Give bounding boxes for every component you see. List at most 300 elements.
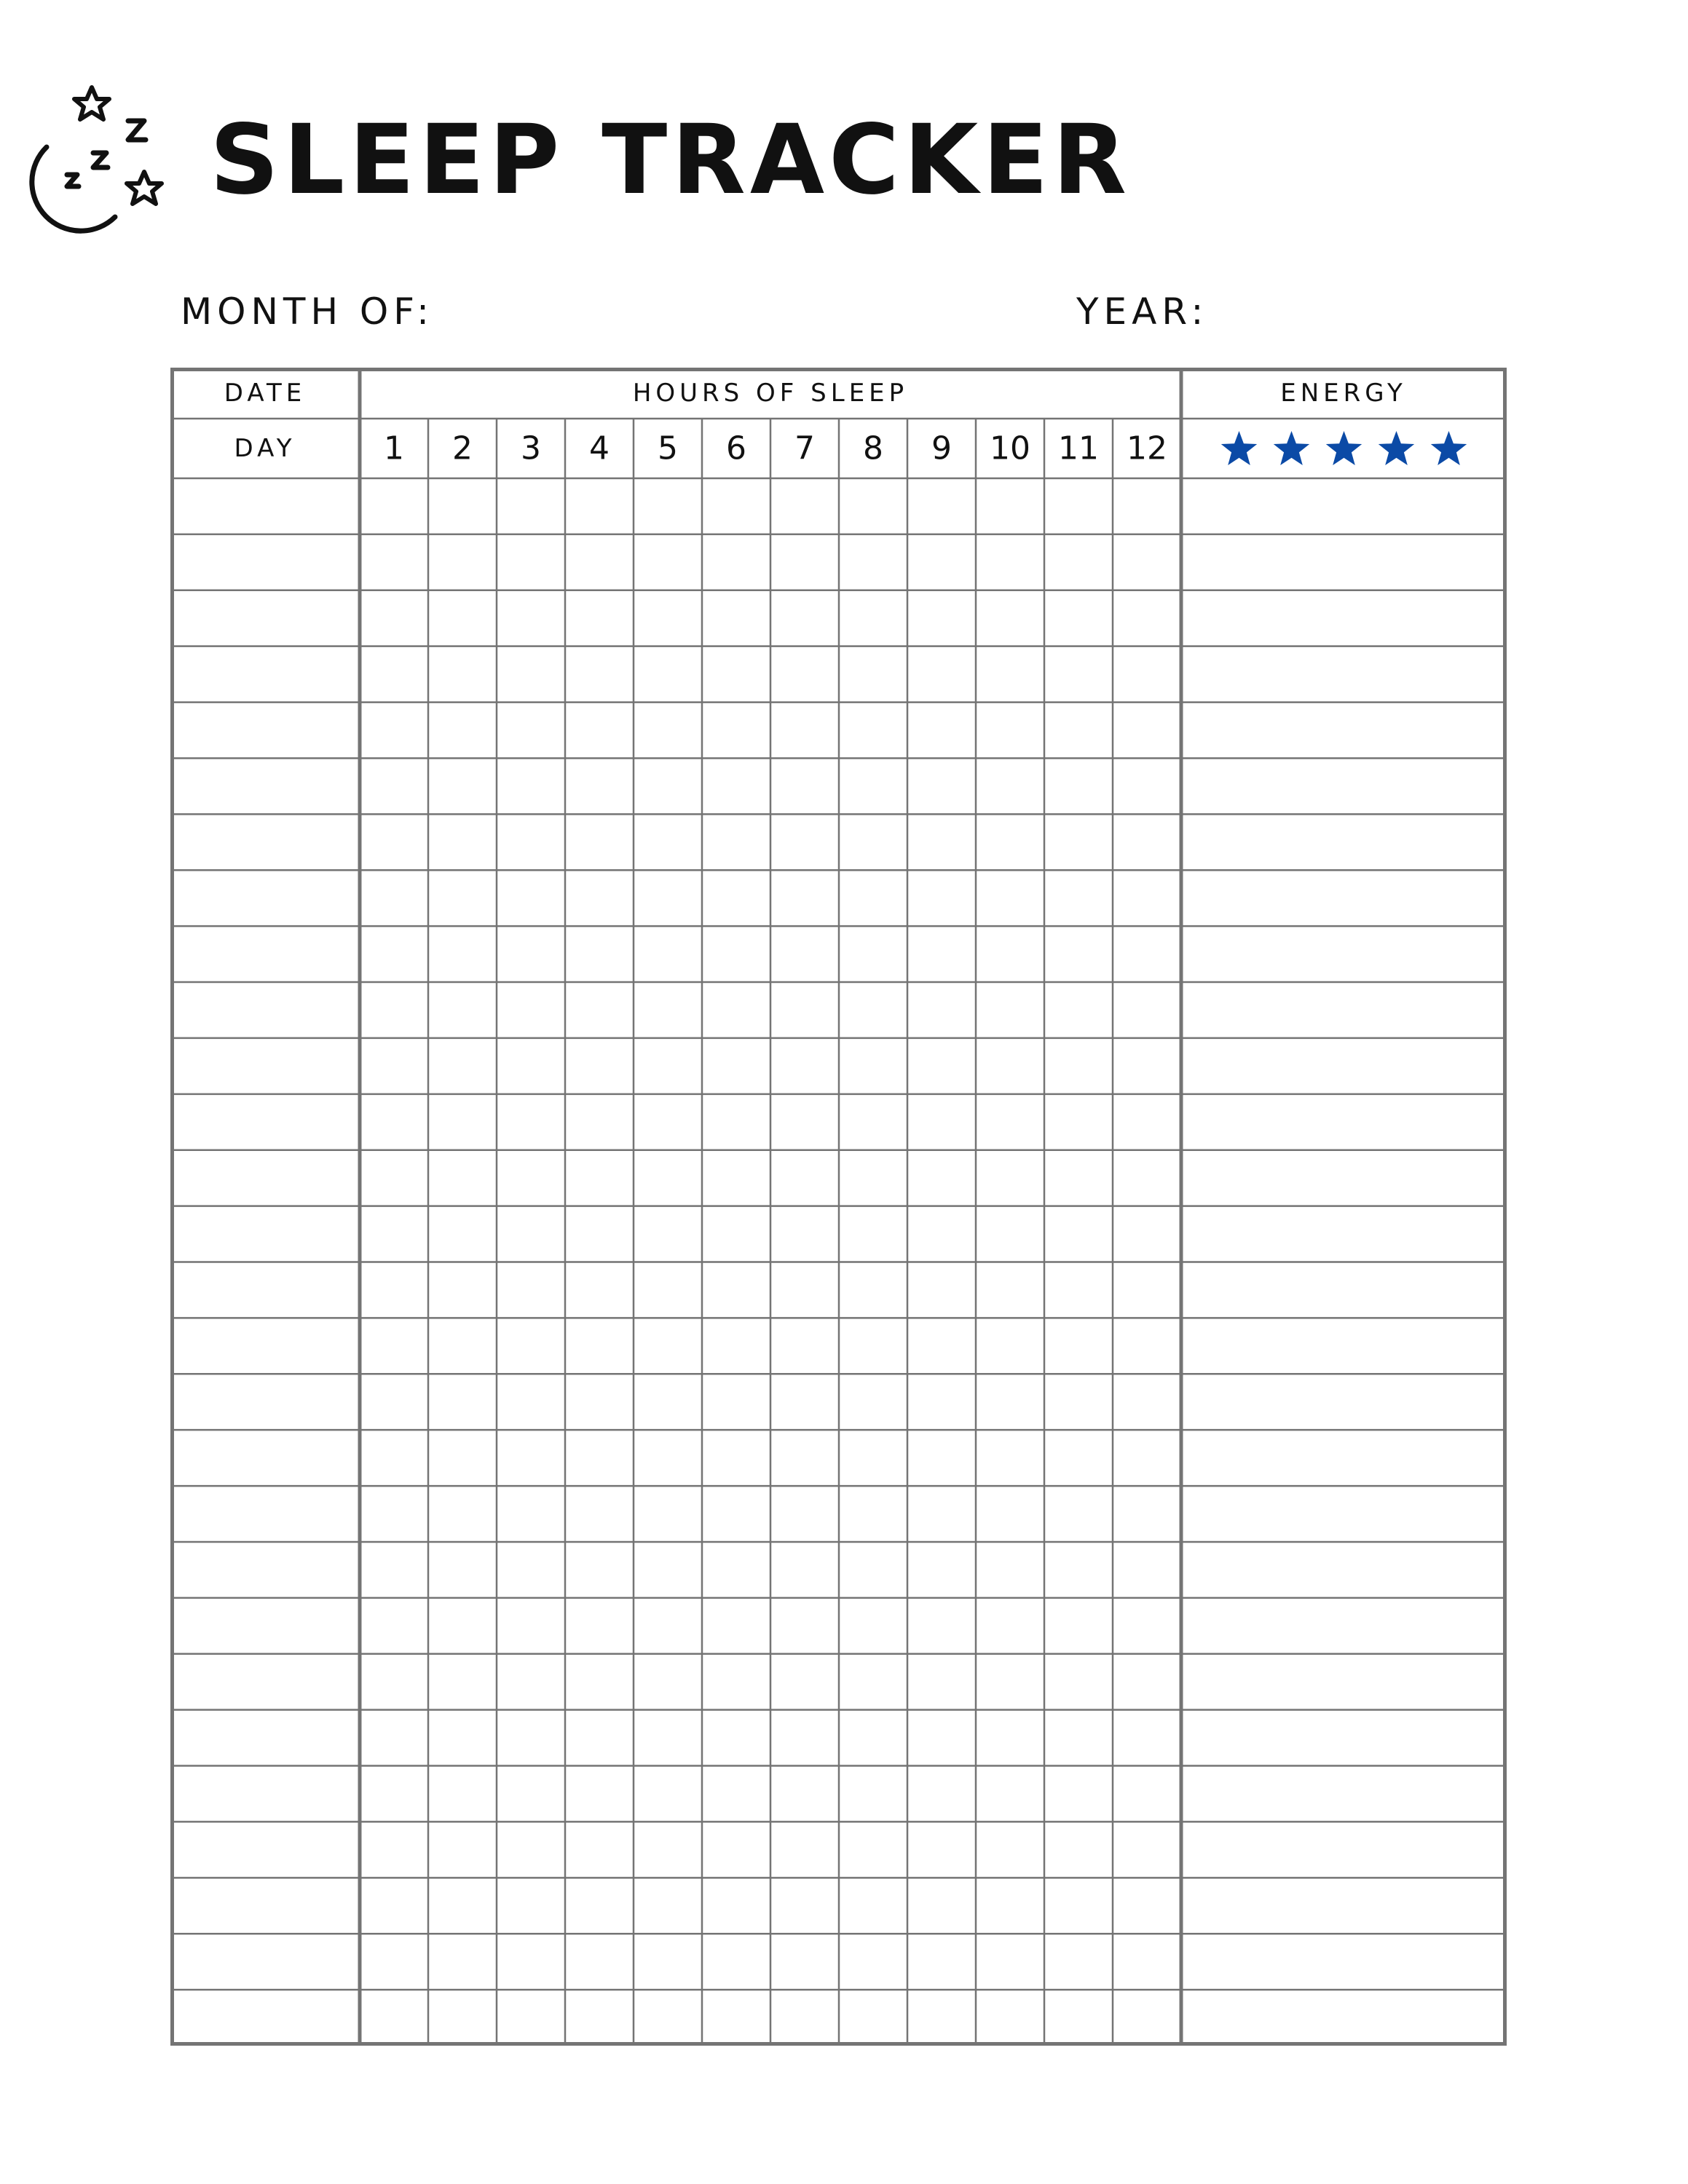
energy-star-icon[interactable]	[1326, 431, 1362, 465]
hour-cell[interactable]	[430, 1600, 494, 1652]
hour-cell[interactable]	[362, 1768, 426, 1820]
hour-cell[interactable]	[704, 1880, 768, 1931]
hour-cell[interactable]	[978, 1320, 1042, 1372]
hour-cell[interactable]	[362, 705, 426, 756]
hour-cell[interactable]	[430, 1040, 494, 1092]
energy-cell[interactable]	[1183, 1488, 1504, 1540]
hour-cell[interactable]	[841, 1880, 905, 1931]
hour-cell[interactable]	[499, 480, 563, 532]
hour-cell[interactable]	[704, 760, 768, 812]
hour-cell[interactable]	[567, 593, 631, 644]
hour-cell[interactable]	[773, 593, 837, 644]
hour-cell[interactable]	[1046, 760, 1111, 812]
hour-cell[interactable]	[567, 1600, 631, 1652]
hour-cell[interactable]	[1115, 1265, 1179, 1316]
hour-cell[interactable]	[704, 1152, 768, 1204]
date-cell[interactable]	[173, 1488, 358, 1540]
hour-cell[interactable]	[841, 593, 905, 644]
energy-cell[interactable]	[1183, 1040, 1504, 1092]
hour-cell[interactable]	[567, 1768, 631, 1820]
hour-cell[interactable]	[704, 1265, 768, 1316]
hour-cell[interactable]	[841, 760, 905, 812]
hour-cell[interactable]	[567, 1992, 631, 2043]
hour-cell[interactable]	[841, 928, 905, 980]
energy-cell[interactable]	[1183, 537, 1504, 588]
hour-cell[interactable]	[1046, 1768, 1111, 1820]
hour-cell[interactable]	[841, 1040, 905, 1092]
hour-cell[interactable]	[499, 1208, 563, 1260]
hour-cell[interactable]	[362, 1265, 426, 1316]
hour-cell[interactable]	[567, 480, 631, 532]
hour-cell[interactable]	[362, 1656, 426, 1708]
hour-cell[interactable]	[978, 1488, 1042, 1540]
hour-cell[interactable]	[362, 1880, 426, 1931]
hour-cell[interactable]	[978, 537, 1042, 588]
hour-cell[interactable]	[910, 1768, 974, 1820]
hour-cell[interactable]	[773, 1936, 837, 1987]
hour-cell[interactable]	[1046, 537, 1111, 588]
hour-cell[interactable]	[1046, 1544, 1111, 1596]
hour-cell[interactable]	[499, 928, 563, 980]
hour-cell[interactable]	[499, 1992, 563, 2043]
hour-cell[interactable]	[841, 1432, 905, 1484]
hour-cell[interactable]	[636, 705, 700, 756]
hour-cell[interactable]	[567, 649, 631, 700]
date-cell[interactable]	[173, 1880, 358, 1931]
hour-cell[interactable]	[636, 1432, 700, 1484]
hour-cell[interactable]	[636, 760, 700, 812]
hour-cell[interactable]	[636, 1712, 700, 1764]
hour-cell[interactable]	[567, 1936, 631, 1987]
hour-cell[interactable]	[1115, 705, 1179, 756]
hour-cell[interactable]	[978, 760, 1042, 812]
hour-cell[interactable]	[773, 1600, 837, 1652]
hour-cell[interactable]	[1046, 1265, 1111, 1316]
hour-cell[interactable]	[430, 872, 494, 924]
date-cell[interactable]	[173, 1376, 358, 1428]
hour-cell[interactable]	[362, 1992, 426, 2043]
hour-cell[interactable]	[978, 1600, 1042, 1652]
hour-cell[interactable]	[773, 1880, 837, 1931]
hour-cell[interactable]	[1046, 1152, 1111, 1204]
hour-cell[interactable]	[499, 593, 563, 644]
hour-cell[interactable]	[910, 1600, 974, 1652]
hour-cell[interactable]	[773, 984, 837, 1036]
hour-cell[interactable]	[910, 872, 974, 924]
energy-cell[interactable]	[1183, 1320, 1504, 1372]
hour-cell[interactable]	[636, 1824, 700, 1875]
hour-cell[interactable]	[362, 872, 426, 924]
hour-cell[interactable]	[430, 928, 494, 980]
hour-cell[interactable]	[704, 1712, 768, 1764]
hour-cell[interactable]	[704, 705, 768, 756]
hour-cell[interactable]	[978, 1152, 1042, 1204]
hour-cell[interactable]	[841, 537, 905, 588]
hour-cell[interactable]	[841, 1656, 905, 1708]
hour-cell[interactable]	[1115, 1656, 1179, 1708]
hour-cell[interactable]	[773, 1544, 837, 1596]
hour-cell[interactable]	[362, 1600, 426, 1652]
hour-cell[interactable]	[430, 1656, 494, 1708]
hour-cell[interactable]	[1046, 1376, 1111, 1428]
hour-cell[interactable]	[1046, 705, 1111, 756]
hour-cell[interactable]	[636, 1152, 700, 1204]
hour-cell[interactable]	[1115, 593, 1179, 644]
hour-cell[interactable]	[910, 1544, 974, 1596]
hour-cell[interactable]	[841, 1320, 905, 1372]
hour-cell[interactable]	[636, 1992, 700, 2043]
hour-cell[interactable]	[910, 1152, 974, 1204]
date-cell[interactable]	[173, 1712, 358, 1764]
hour-cell[interactable]	[636, 1320, 700, 1372]
hour-cell[interactable]	[841, 816, 905, 868]
energy-cell[interactable]	[1183, 928, 1504, 980]
hour-cell[interactable]	[499, 1936, 563, 1987]
hour-cell[interactable]	[704, 593, 768, 644]
hour-cell[interactable]	[499, 1544, 563, 1596]
hour-cell[interactable]	[1046, 1712, 1111, 1764]
energy-cell[interactable]	[1183, 1265, 1504, 1316]
hour-cell[interactable]	[978, 1712, 1042, 1764]
hour-cell[interactable]	[910, 1432, 974, 1484]
date-cell[interactable]	[173, 984, 358, 1036]
date-cell[interactable]	[173, 1600, 358, 1652]
hour-cell[interactable]	[636, 1768, 700, 1820]
hour-cell[interactable]	[499, 537, 563, 588]
energy-cell[interactable]	[1183, 816, 1504, 868]
hour-cell[interactable]	[978, 1040, 1042, 1092]
hour-cell[interactable]	[978, 1768, 1042, 1820]
hour-cell[interactable]	[910, 649, 974, 700]
hour-cell[interactable]	[430, 816, 494, 868]
hour-cell[interactable]	[362, 593, 426, 644]
hour-cell[interactable]	[773, 1320, 837, 1372]
energy-cell[interactable]	[1183, 1544, 1504, 1596]
hour-cell[interactable]	[1115, 984, 1179, 1036]
hour-cell[interactable]	[567, 1320, 631, 1372]
hour-cell[interactable]	[704, 1040, 768, 1092]
energy-cell[interactable]	[1183, 1880, 1504, 1931]
hour-cell[interactable]	[1046, 1656, 1111, 1708]
hour-cell[interactable]	[567, 984, 631, 1036]
hour-cell[interactable]	[841, 1208, 905, 1260]
hour-cell[interactable]	[773, 1656, 837, 1708]
hour-cell[interactable]	[773, 649, 837, 700]
hour-cell[interactable]	[978, 1432, 1042, 1484]
hour-cell[interactable]	[636, 984, 700, 1036]
hour-cell[interactable]	[841, 872, 905, 924]
hour-cell[interactable]	[704, 1768, 768, 1820]
hour-cell[interactable]	[841, 1824, 905, 1875]
hour-cell[interactable]	[704, 1488, 768, 1540]
hour-cell[interactable]	[704, 872, 768, 924]
hour-cell[interactable]	[1046, 593, 1111, 644]
energy-cell[interactable]	[1183, 1376, 1504, 1428]
hour-cell[interactable]	[1046, 1936, 1111, 1987]
date-cell[interactable]	[173, 1432, 358, 1484]
hour-cell[interactable]	[362, 537, 426, 588]
hour-cell[interactable]	[636, 649, 700, 700]
energy-cell[interactable]	[1183, 1768, 1504, 1820]
hour-cell[interactable]	[567, 1544, 631, 1596]
hour-cell[interactable]	[430, 1265, 494, 1316]
energy-cell[interactable]	[1183, 1096, 1504, 1148]
hour-cell[interactable]	[1115, 1376, 1179, 1428]
hour-cell[interactable]	[1115, 1992, 1179, 2043]
hour-cell[interactable]	[773, 705, 837, 756]
hour-cell[interactable]	[704, 537, 768, 588]
hour-cell[interactable]	[430, 1096, 494, 1148]
hour-cell[interactable]	[910, 1320, 974, 1372]
hour-cell[interactable]	[704, 1096, 768, 1148]
hour-cell[interactable]	[1046, 928, 1111, 980]
hour-cell[interactable]	[841, 1376, 905, 1428]
hour-cell[interactable]	[910, 1376, 974, 1428]
hour-cell[interactable]	[636, 1376, 700, 1428]
hour-cell[interactable]	[704, 1656, 768, 1708]
hour-cell[interactable]	[362, 1432, 426, 1484]
energy-cell[interactable]	[1183, 1432, 1504, 1484]
hour-cell[interactable]	[430, 1992, 494, 2043]
hour-cell[interactable]	[704, 1544, 768, 1596]
hour-cell[interactable]	[362, 816, 426, 868]
energy-cell[interactable]	[1183, 872, 1504, 924]
hour-cell[interactable]	[636, 1488, 700, 1540]
hour-cell[interactable]	[567, 1432, 631, 1484]
hour-cell[interactable]	[430, 1768, 494, 1820]
hour-cell[interactable]	[704, 928, 768, 980]
hour-cell[interactable]	[978, 928, 1042, 980]
hour-cell[interactable]	[910, 1824, 974, 1875]
energy-star-icon[interactable]	[1274, 431, 1309, 465]
hour-cell[interactable]	[636, 537, 700, 588]
hour-cell[interactable]	[841, 1992, 905, 2043]
hour-cell[interactable]	[841, 480, 905, 532]
hour-cell[interactable]	[567, 1096, 631, 1148]
hour-cell[interactable]	[1046, 1320, 1111, 1372]
hour-cell[interactable]	[910, 480, 974, 532]
hour-cell[interactable]	[362, 1040, 426, 1092]
hour-cell[interactable]	[1115, 1600, 1179, 1652]
hour-cell[interactable]	[1046, 1208, 1111, 1260]
hour-cell[interactable]	[1115, 480, 1179, 532]
hour-cell[interactable]	[636, 1208, 700, 1260]
hour-cell[interactable]	[1115, 649, 1179, 700]
hour-cell[interactable]	[430, 705, 494, 756]
hour-cell[interactable]	[978, 1376, 1042, 1428]
hour-cell[interactable]	[567, 872, 631, 924]
date-cell[interactable]	[173, 1768, 358, 1820]
hour-cell[interactable]	[704, 1376, 768, 1428]
hour-cell[interactable]	[841, 1600, 905, 1652]
hour-cell[interactable]	[704, 1208, 768, 1260]
hour-cell[interactable]	[1046, 1040, 1111, 1092]
hour-cell[interactable]	[704, 1824, 768, 1875]
hour-cell[interactable]	[636, 1656, 700, 1708]
date-cell[interactable]	[173, 1152, 358, 1204]
hour-cell[interactable]	[567, 1824, 631, 1875]
energy-cell[interactable]	[1183, 1712, 1504, 1764]
hour-cell[interactable]	[636, 1600, 700, 1652]
hour-cell[interactable]	[499, 1880, 563, 1931]
date-cell[interactable]	[173, 1208, 358, 1260]
energy-cell[interactable]	[1183, 760, 1504, 812]
hour-cell[interactable]	[978, 1992, 1042, 2043]
hour-cell[interactable]	[636, 1265, 700, 1316]
hour-cell[interactable]	[773, 1152, 837, 1204]
hour-cell[interactable]	[567, 1712, 631, 1764]
hour-cell[interactable]	[362, 1936, 426, 1987]
hour-cell[interactable]	[978, 1936, 1042, 1987]
hour-cell[interactable]	[1046, 1488, 1111, 1540]
hour-cell[interactable]	[430, 1376, 494, 1428]
energy-cell[interactable]	[1183, 1824, 1504, 1875]
hour-cell[interactable]	[978, 816, 1042, 868]
hour-cell[interactable]	[362, 1152, 426, 1204]
hour-cell[interactable]	[499, 1376, 563, 1428]
hour-cell[interactable]	[773, 1096, 837, 1148]
hour-cell[interactable]	[1115, 1712, 1179, 1764]
hour-cell[interactable]	[773, 928, 837, 980]
hour-cell[interactable]	[1046, 1600, 1111, 1652]
hour-cell[interactable]	[430, 537, 494, 588]
hour-cell[interactable]	[978, 1208, 1042, 1260]
hour-cell[interactable]	[910, 1488, 974, 1540]
hour-cell[interactable]	[841, 1544, 905, 1596]
date-cell[interactable]	[173, 1936, 358, 1987]
hour-cell[interactable]	[704, 1432, 768, 1484]
hour-cell[interactable]	[499, 1096, 563, 1148]
hour-cell[interactable]	[636, 480, 700, 532]
hour-cell[interactable]	[1046, 649, 1111, 700]
hour-cell[interactable]	[362, 649, 426, 700]
energy-cell[interactable]	[1183, 1152, 1504, 1204]
hour-cell[interactable]	[1115, 1096, 1179, 1148]
hour-cell[interactable]	[430, 1544, 494, 1596]
hour-cell[interactable]	[430, 1208, 494, 1260]
date-cell[interactable]	[173, 760, 358, 812]
hour-cell[interactable]	[430, 1320, 494, 1372]
hour-cell[interactable]	[567, 537, 631, 588]
hour-cell[interactable]	[499, 1040, 563, 1092]
hour-cell[interactable]	[704, 480, 768, 532]
hour-cell[interactable]	[499, 1320, 563, 1372]
hour-cell[interactable]	[978, 593, 1042, 644]
hour-cell[interactable]	[910, 984, 974, 1036]
hour-cell[interactable]	[910, 1880, 974, 1931]
hour-cell[interactable]	[636, 1936, 700, 1987]
hour-cell[interactable]	[430, 1936, 494, 1987]
hour-cell[interactable]	[362, 480, 426, 532]
hour-cell[interactable]	[773, 1040, 837, 1092]
hour-cell[interactable]	[499, 649, 563, 700]
hour-cell[interactable]	[499, 1824, 563, 1875]
energy-star-icon[interactable]	[1379, 431, 1414, 465]
hour-cell[interactable]	[773, 1265, 837, 1316]
date-cell[interactable]	[173, 816, 358, 868]
energy-cell[interactable]	[1183, 705, 1504, 756]
hour-cell[interactable]	[362, 1488, 426, 1540]
hour-cell[interactable]	[1046, 984, 1111, 1036]
energy-cell[interactable]	[1183, 593, 1504, 644]
hour-cell[interactable]	[567, 928, 631, 980]
hour-cell[interactable]	[978, 480, 1042, 532]
hour-cell[interactable]	[910, 1712, 974, 1764]
hour-cell[interactable]	[567, 1656, 631, 1708]
hour-cell[interactable]	[978, 984, 1042, 1036]
hour-cell[interactable]	[1115, 1152, 1179, 1204]
hour-cell[interactable]	[841, 649, 905, 700]
hour-cell[interactable]	[567, 1880, 631, 1931]
hour-cell[interactable]	[499, 1432, 563, 1484]
hour-cell[interactable]	[910, 1265, 974, 1316]
hour-cell[interactable]	[1115, 1824, 1179, 1875]
hour-cell[interactable]	[1046, 872, 1111, 924]
date-cell[interactable]	[173, 1544, 358, 1596]
date-cell[interactable]	[173, 1320, 358, 1372]
hour-cell[interactable]	[430, 1712, 494, 1764]
hour-cell[interactable]	[567, 1208, 631, 1260]
hour-cell[interactable]	[1046, 1432, 1111, 1484]
hour-cell[interactable]	[978, 1265, 1042, 1316]
energy-cell[interactable]	[1183, 1936, 1504, 1987]
date-cell[interactable]	[173, 1096, 358, 1148]
hour-cell[interactable]	[430, 593, 494, 644]
hour-cell[interactable]	[773, 1432, 837, 1484]
hour-cell[interactable]	[499, 1600, 563, 1652]
date-cell[interactable]	[173, 1040, 358, 1092]
hour-cell[interactable]	[773, 1376, 837, 1428]
date-cell[interactable]	[173, 649, 358, 700]
hour-cell[interactable]	[430, 1432, 494, 1484]
hour-cell[interactable]	[362, 1712, 426, 1764]
hour-cell[interactable]	[910, 928, 974, 980]
hour-cell[interactable]	[362, 1376, 426, 1428]
hour-cell[interactable]	[636, 1040, 700, 1092]
hour-cell[interactable]	[773, 760, 837, 812]
hour-cell[interactable]	[1046, 1992, 1111, 2043]
hour-cell[interactable]	[704, 1600, 768, 1652]
energy-cell[interactable]	[1183, 1992, 1504, 2043]
hour-cell[interactable]	[978, 1656, 1042, 1708]
hour-cell[interactable]	[430, 1488, 494, 1540]
hour-cell[interactable]	[704, 649, 768, 700]
hour-cell[interactable]	[362, 928, 426, 980]
hour-cell[interactable]	[362, 1208, 426, 1260]
hour-cell[interactable]	[567, 1265, 631, 1316]
date-cell[interactable]	[173, 537, 358, 588]
hour-cell[interactable]	[978, 1096, 1042, 1148]
hour-cell[interactable]	[1115, 1040, 1179, 1092]
hour-cell[interactable]	[499, 1152, 563, 1204]
hour-cell[interactable]	[1115, 1432, 1179, 1484]
date-cell[interactable]	[173, 593, 358, 644]
hour-cell[interactable]	[499, 872, 563, 924]
hour-cell[interactable]	[910, 1208, 974, 1260]
hour-cell[interactable]	[1046, 1880, 1111, 1931]
hour-cell[interactable]	[773, 1488, 837, 1540]
hour-cell[interactable]	[773, 1768, 837, 1820]
hour-cell[interactable]	[841, 705, 905, 756]
hour-cell[interactable]	[1046, 1096, 1111, 1148]
hour-cell[interactable]	[636, 1544, 700, 1596]
hour-cell[interactable]	[841, 1936, 905, 1987]
hour-cell[interactable]	[704, 816, 768, 868]
hour-cell[interactable]	[362, 1824, 426, 1875]
hour-cell[interactable]	[978, 872, 1042, 924]
hour-cell[interactable]	[499, 1712, 563, 1764]
hour-cell[interactable]	[1115, 537, 1179, 588]
